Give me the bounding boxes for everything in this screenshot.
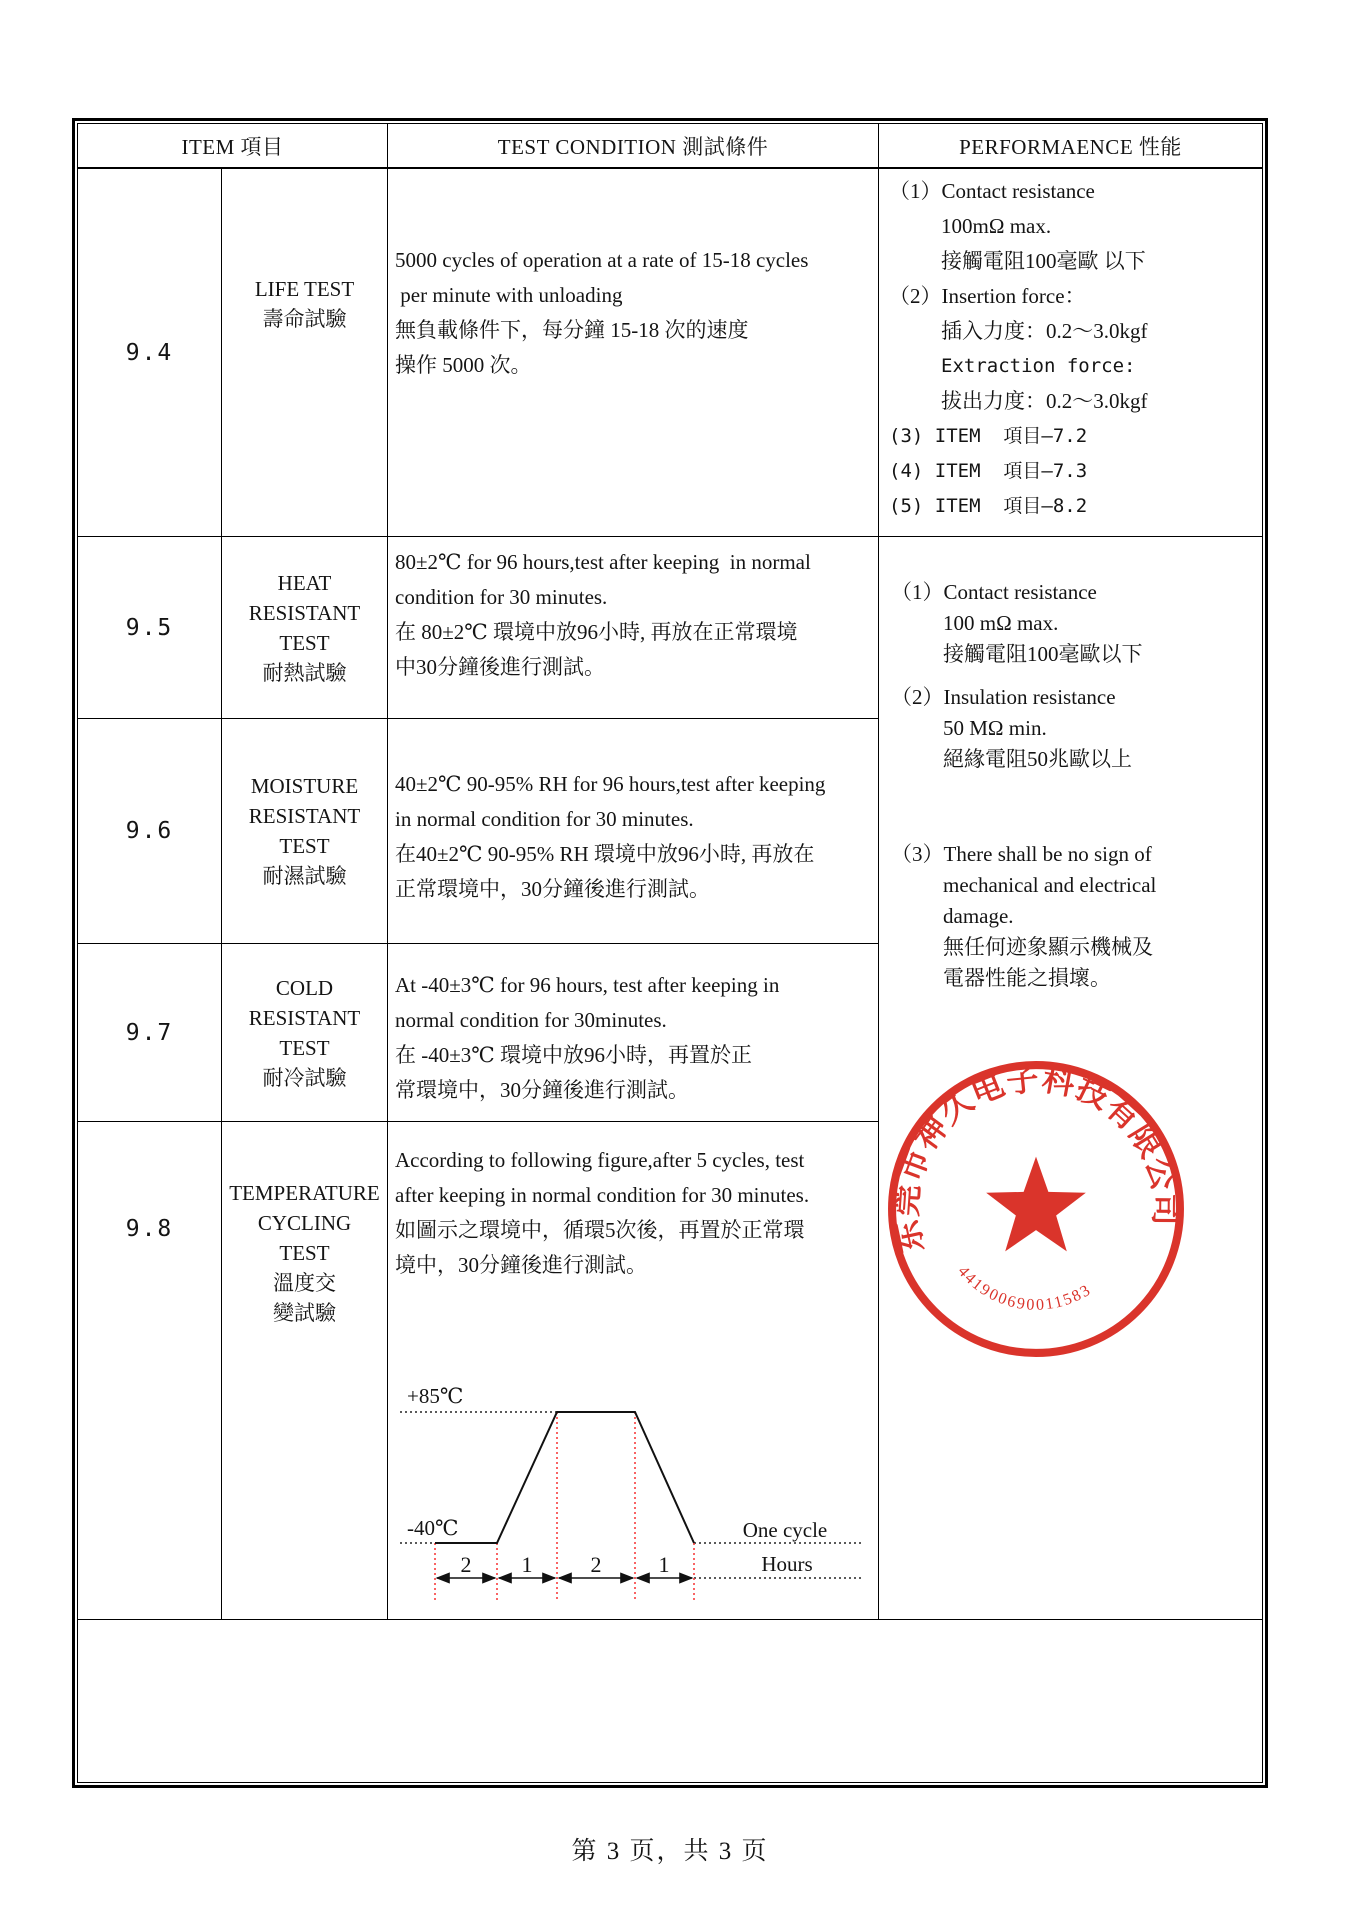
row-96-number: 9.6 (78, 719, 222, 944)
spec-table (77, 123, 1263, 1783)
row-97-condition-line: 在 -40±3℃ 環境中放96小時，再置於正 (395, 1043, 753, 1067)
hours-axis-label: Hours (761, 1552, 813, 1576)
row-94-condition (388, 169, 879, 537)
row-98-name-line: 溫度交 (273, 1271, 336, 1295)
row-96-name-line: RESISTANT (248, 804, 361, 828)
row-94-performance-line: (3) ITEM 項目—7.2 (889, 425, 1088, 447)
row-94-performance-line: (4) ITEM 項目—7.3 (889, 460, 1088, 482)
row-97-name-line: RESISTANT (248, 1005, 361, 1030)
row-98-condition-line: 境中，30分鐘後進行測試。 (395, 1253, 647, 1277)
row-98-name-line: TEST (279, 1241, 330, 1265)
row-96-name-line: MOISTURE (250, 774, 359, 798)
row-96-condition-line: 在40±2℃ 90-95% RH 環境中放96小時, 再放在 (395, 842, 815, 866)
stamp-company-text: 东莞市神久电子科技有限公司 (887, 1060, 1184, 1257)
segment-hours-label: 2 (460, 1552, 472, 1577)
row-94-performance-line: （2）Insertion force： (889, 284, 1086, 308)
segment-hours-label: 2 (590, 1552, 602, 1577)
row-94-name-line: LIFE TEST (254, 277, 355, 301)
row-98-condition-line: 如圖示之環境中，循環5次後，再置於正常環 (395, 1218, 805, 1242)
row-95-condition-line: 中30分鐘後進行測試。 (395, 655, 605, 679)
row-98-condition-line: after keeping in normal condition for 30 minutes. (395, 1183, 810, 1207)
row-95-condition-line: 80±2℃ for 96 hours,test after keeping in normal (395, 550, 811, 574)
row-95-name-line: RESISTANT (248, 600, 361, 625)
merged-performance-cell (879, 537, 1262, 1620)
row-98-condition-line: According to following figure,after 5 cycles, test (395, 1148, 805, 1172)
row-97-name-line: 耐冷試驗 (262, 1065, 347, 1090)
row-94-performance-line: （1）Contact resistance (889, 179, 1095, 203)
merged-performance-line (891, 670, 1260, 682)
row-96-name-line: TEST (279, 834, 330, 858)
row-94-performance-line: 100mΩ max. (941, 214, 1052, 238)
row-94-condition-line: per minute with unloading (395, 283, 623, 307)
temperature-cycle-chart (394, 1375, 872, 1607)
row-96-condition-line: in normal condition for 30 minutes. (395, 807, 694, 831)
merged-performance-line (891, 775, 1260, 839)
high-temp-label: +85℃ (407, 1384, 464, 1408)
row-98-name-line: CYCLING (257, 1211, 352, 1235)
merged-performance-line: mechanical and electrical (943, 873, 1157, 897)
header-test-condition: TEST CONDITION 測試條件 (388, 124, 879, 169)
row-94-condition-line: 操作 5000 次。 (395, 353, 532, 377)
merged-performance-line: 無任何迹象顯示機械及 (943, 935, 1153, 959)
empty-bottom-row (78, 1620, 1262, 1782)
page-footer: 第 3 页，共 3 页 (571, 1838, 769, 1865)
row-95-name-line: TEST (279, 630, 330, 655)
spec-table-border (72, 118, 1268, 1788)
row-94-performance-line: 接觸電阻100毫歐 以下 (941, 249, 1146, 273)
merged-performance-line: （3）There shall be no sign of (891, 842, 1152, 866)
row-97-condition-line: 常環境中，30分鐘後進行測試。 (395, 1078, 689, 1102)
merged-performance-line: 絕緣電阻50兆歐以上 (943, 747, 1132, 771)
row-95-condition-line: condition for 30 minutes. (395, 585, 608, 609)
row-94-number: 9.4 (78, 169, 222, 537)
merged-performance-line: damage. (943, 904, 1014, 928)
header-item: ITEM 項目 (78, 124, 388, 169)
low-temp-label: -40℃ (407, 1516, 459, 1540)
merged-performance-line: 100 mΩ max. (943, 611, 1059, 635)
row-94-performance-line: Extraction force: (941, 355, 1136, 377)
row-96-condition (388, 719, 879, 944)
merged-performance-line: 電器性能之損壞。 (943, 966, 1111, 990)
row-96-condition-line: 40±2℃ 90-95% RH for 96 hours,test after keeping (395, 772, 826, 796)
row-97-name (222, 944, 388, 1122)
row-94-performance-line: 插入力度：0.2～3.0kgf (941, 319, 1148, 343)
row-97-number: 9.7 (78, 944, 222, 1122)
row-94-name-line: 壽命試驗 (262, 307, 347, 331)
row-98-name (222, 1122, 388, 1620)
segment-hours-label: 1 (658, 1552, 670, 1577)
row-97-name-line: TEST (279, 1035, 330, 1060)
row-97-condition-line: normal condition for 30minutes. (395, 1008, 667, 1032)
row-96-name-line: 耐濕試驗 (262, 864, 347, 888)
row-98-name-line: 變試驗 (273, 1301, 336, 1325)
row-95-name-line: HEAT (277, 570, 332, 595)
header-performance: PERFORMAENCE 性能 (879, 124, 1262, 169)
merged-performance-line: （1）Contact resistance (891, 580, 1097, 604)
stamp-star-icon (986, 1157, 1086, 1252)
merged-performance-line: 接觸電阻100毫歐以下 (943, 642, 1143, 666)
row-94-performance-line: (5) ITEM 項目—8.2 (889, 495, 1088, 517)
row-97-condition (388, 944, 879, 1122)
row-94-performance (879, 169, 1262, 537)
row-97-name-line: COLD (275, 975, 334, 1000)
row-94-performance-line: 拔出力度：0.2～3.0kgf (941, 389, 1148, 413)
row-95-name-line: 耐熱試驗 (262, 660, 347, 685)
row-94-condition-line: 5000 cycles of operation at a rate of 15-18 cycles (395, 248, 809, 272)
merged-performance-line: （2）Insulation resistance (891, 685, 1116, 709)
row-98-name-line: TEMPERATURE (229, 1181, 380, 1205)
merged-performance-line: 50 MΩ min. (943, 716, 1047, 740)
row-94-condition-line: 無負載條件下，每分鐘 15-18 次的速度 (395, 318, 749, 342)
temperature-profile-line (435, 1412, 694, 1543)
row-96-name (222, 719, 388, 944)
row-96-condition-line: 正常環境中，30分鐘後進行測試。 (395, 877, 710, 901)
one-cycle-label: One cycle (742, 1518, 828, 1542)
row-95-number: 9.5 (78, 537, 222, 719)
row-95-condition (388, 537, 879, 719)
segment-hours-label: 1 (521, 1552, 533, 1577)
row-98-condition (388, 1122, 879, 1620)
row-98-number: 9.8 (78, 1122, 222, 1620)
row-95-name (222, 537, 388, 719)
stamp-number-text: 441900690011583 (954, 1262, 1095, 1314)
company-stamp (885, 1058, 1187, 1360)
row-94-name (222, 169, 388, 537)
row-97-condition-line: At -40±3℃ for 96 hours, test after keeping in (395, 973, 780, 997)
row-95-condition-line: 在 80±2℃ 環境中放96小時, 再放在正常環境 (395, 620, 798, 644)
